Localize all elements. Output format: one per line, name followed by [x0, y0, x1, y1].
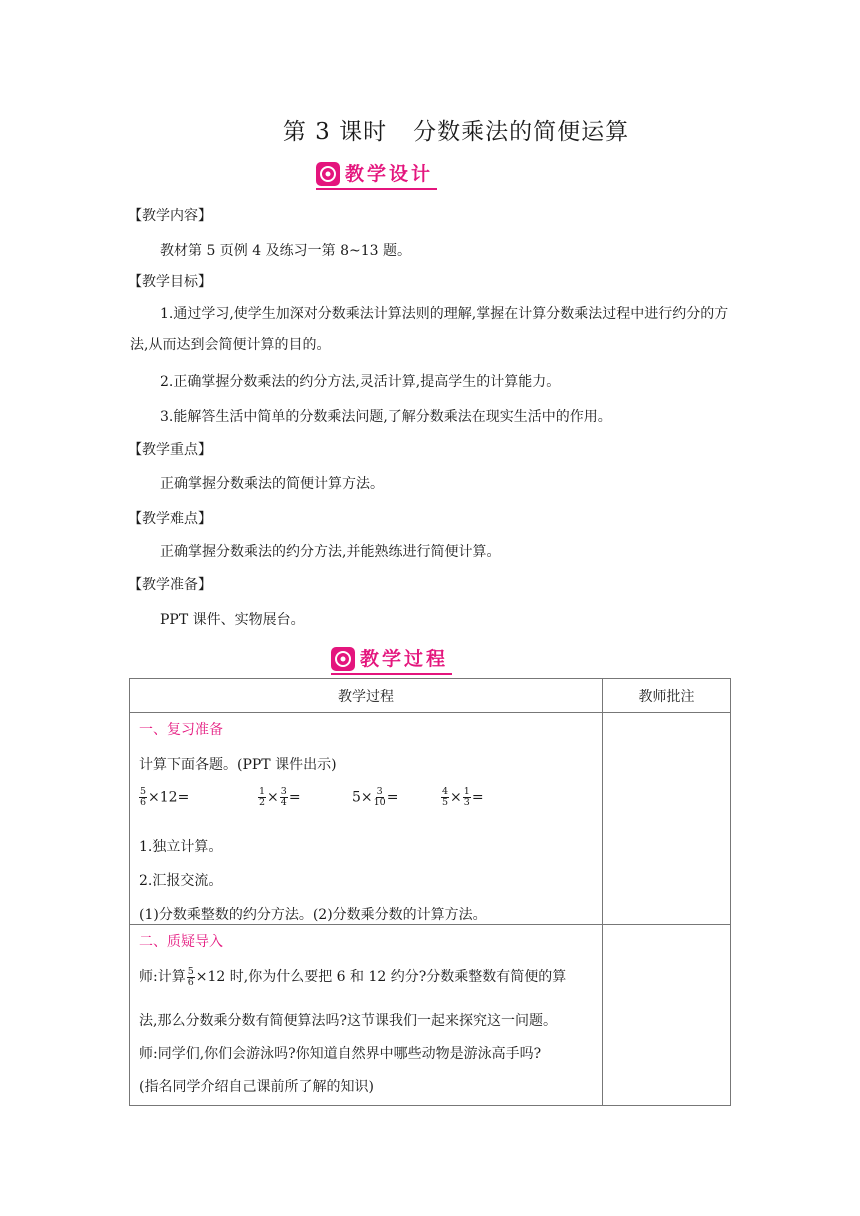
review-title: 一、复习准备 — [139, 722, 223, 738]
table-header-row — [130, 679, 731, 713]
goal-item-1: 1.通过学习,使学生加深对分数乘法计算法则的理解,掌握在计算分数乘法过程中进行约分的方法,从而达到会简便计算的目的。 — [130, 306, 729, 353]
teaching-process-banner — [331, 647, 448, 671]
notes-cell — [603, 925, 731, 1106]
intro-paragraph-3: (指名同学介绍自己课前所了解的知识) — [139, 1079, 374, 1095]
section-heading-difficulty: 【教学难点】 — [128, 511, 212, 527]
banner-text: 教学过程 — [360, 648, 449, 670]
exercise-3: 5× $\frac{3}{10}$ = — [352, 786, 399, 808]
fraction: $\frac{5}{6}$ — [140, 786, 147, 808]
intro-paragraph-1b: 法,那么分数乘分数有简便算法吗?这节课我们一起来探究这一问题。 — [139, 1013, 557, 1029]
fraction: $\frac{3}{10}$ — [373, 786, 386, 808]
table-row — [130, 925, 731, 1106]
lesson-topic: 分数乘法的简便运算 — [413, 119, 630, 145]
intro-title: 二、质疑导入 — [139, 934, 223, 950]
section-heading-prep: 【教学准备】 — [128, 577, 212, 593]
fraction: $\frac{4}{5}$ — [442, 786, 449, 808]
exercise-4: $\frac{4}{5}$ × $\frac{1}{3}$ = — [442, 786, 484, 808]
goal-item-3: 3.能解答生活中简单的分数乘法问题,了解分数乘法在现实生活中的作用。 — [160, 409, 612, 425]
banner-underline — [316, 188, 437, 190]
table-row — [130, 713, 731, 925]
review-intro: 计算下面各题。(PPT 课件出示) — [139, 757, 337, 773]
review-cell — [130, 713, 603, 925]
process-table — [129, 678, 731, 1106]
intro-paragraph-2: 师:同学们,你们会游泳吗?你知道自然界中哪些动物是游泳高手吗? — [139, 1046, 542, 1062]
teaching-design-banner — [316, 162, 433, 186]
fraction: $\frac{1}{3}$ — [463, 786, 470, 808]
exercise-1: $\frac{5}{6}$ ×12= — [140, 786, 190, 808]
intro-paragraph-1: 师:计算 $\frac{5}{6}$ ×12 时,你为什么要把 6 和 12 约分?分数乘整数有简便的算 — [139, 965, 567, 988]
section-text-content: 教材第 5 页例 4 及练习一第 8~13 题。 — [160, 243, 411, 259]
review-step-1: 1.独立计算。 — [139, 839, 223, 855]
key-point-text: 正确掌握分数乘法的简便计算方法。 — [160, 476, 384, 492]
section-heading-key: 【教学重点】 — [128, 442, 212, 458]
page-title — [0, 113, 860, 146]
section-heading-content: 【教学内容】 — [128, 208, 212, 224]
review-step-2: 2.汇报交流。 — [139, 873, 223, 889]
fraction: $\frac{1}{2}$ — [259, 786, 266, 808]
section-heading-goals: 【教学目标】 — [128, 274, 212, 290]
notes-cell — [603, 713, 731, 925]
fraction: $\frac{5}{6}$ — [187, 965, 194, 988]
difficulty-text: 正确掌握分数乘法的约分方法,并能熟练进行简便计算。 — [160, 544, 501, 560]
fraction: $\frac{3}{4}$ — [280, 786, 287, 808]
lesson-number: 第 3 课时 — [282, 119, 388, 145]
review-step-3: (1)分数乘整数的约分方法。(2)分数乘分数的计算方法。 — [139, 907, 487, 923]
banner-underline — [331, 673, 452, 675]
goal-item-2: 2.正确掌握分数乘法的约分方法,灵活计算,提高学生的计算能力。 — [160, 374, 561, 390]
swirl-logo-icon — [316, 162, 340, 186]
exercise-2: $\frac{1}{2}$ × $\frac{3}{4}$ = — [259, 786, 301, 808]
header-notes: 教师批注 — [603, 679, 731, 713]
banner-text: 教学设计 — [345, 163, 434, 185]
intro-cell — [130, 925, 603, 1106]
header-process: 教学过程 — [130, 679, 603, 713]
swirl-logo-icon — [331, 647, 355, 671]
prep-text: PPT 课件、实物展台。 — [160, 612, 305, 628]
